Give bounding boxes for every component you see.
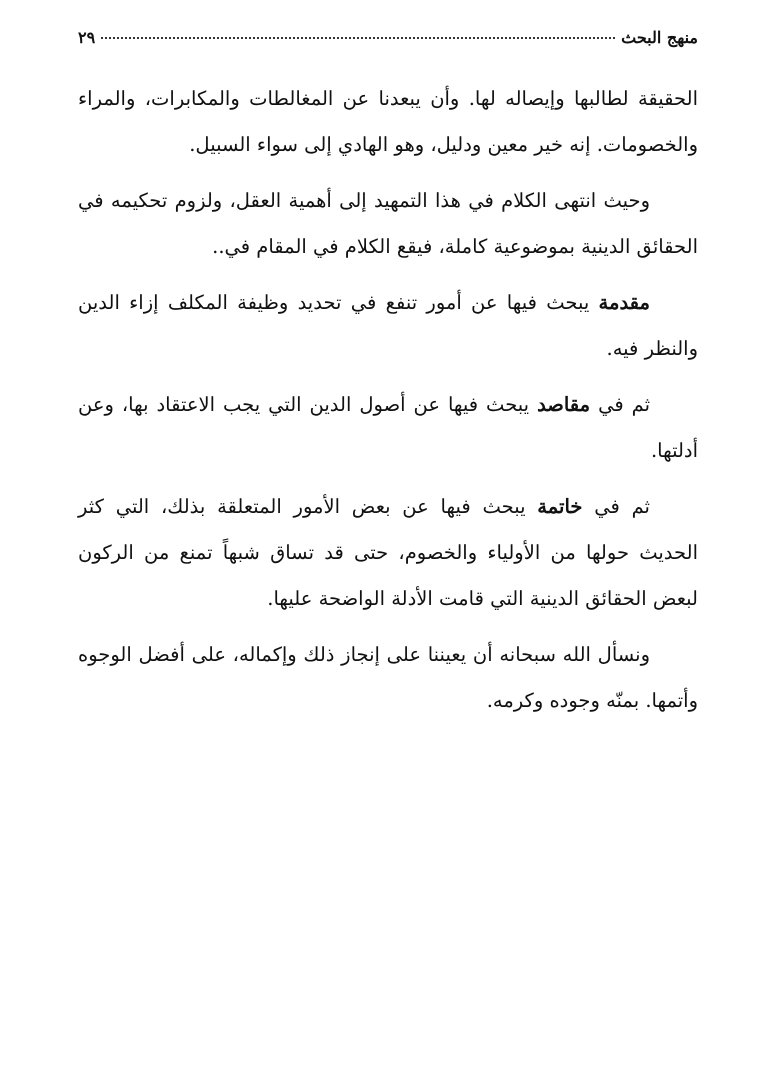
paragraph-4	[78, 382, 698, 474]
paragraph-5-keyword: خاتمة	[537, 495, 583, 518]
paragraph-5	[78, 484, 698, 622]
paragraph-2-text: وحيث انتهى الكلام في هذا التمهيد إلى أهمية العقل، ولزوم تحكيمه في الحقائق الدينية بموضوعية كاملة، فيقع الكلام في المقام في..	[78, 189, 698, 258]
body-text	[78, 76, 698, 724]
paragraph-4-text: يبحث فيها عن أصول الدين التي يجب الاعتقاد بها، وعن أدلتها.	[78, 393, 698, 462]
page-number: ٢٩	[78, 28, 96, 47]
paragraph-6	[78, 632, 698, 724]
paragraph-3-text: يبحث فيها عن أمور تنفع في تحديد وظيفة المكلف إزاء الدين والنظر فيه.	[78, 291, 698, 360]
paragraph-2	[78, 178, 698, 270]
paragraph-1	[78, 76, 698, 168]
header-title: منهج البحث	[621, 28, 698, 47]
paragraph-3	[78, 280, 698, 372]
document-page	[78, 28, 698, 734]
paragraph-4-keyword: مقاصد	[537, 393, 591, 416]
header-dot-leader	[101, 37, 615, 39]
paragraph-6-text: ونسأل الله سبحانه أن يعيننا على إنجاز ذلك وإكماله، على أفضل الوجوه وأتمها. بمنّه وجوده وكرمه.	[78, 643, 698, 712]
paragraph-1-text: الحقيقة لطالبها وإيصاله لها. وأن يبعدنا عن المغالطات والمكابرات، والمراء والخصومات. إنه خير معين ودليل، وهو الهادي إلى سواء السبيل.	[78, 87, 698, 156]
paragraph-4-prefix: ثم في	[590, 393, 650, 416]
running-header	[78, 28, 698, 58]
paragraph-3-keyword: مقدمة	[598, 291, 650, 314]
paragraph-5-text: يبحث فيها عن بعض الأمور المتعلقة بذلك، التي كثر الحديث حولها من الأولياء والخصوم، حتى قد تساق شبهاً تمنع من الركون لبعض الحقائق الدينية التي قامت الأدلة الواضحة عليها.	[78, 495, 698, 610]
paragraph-5-prefix: ثم في	[582, 495, 650, 518]
